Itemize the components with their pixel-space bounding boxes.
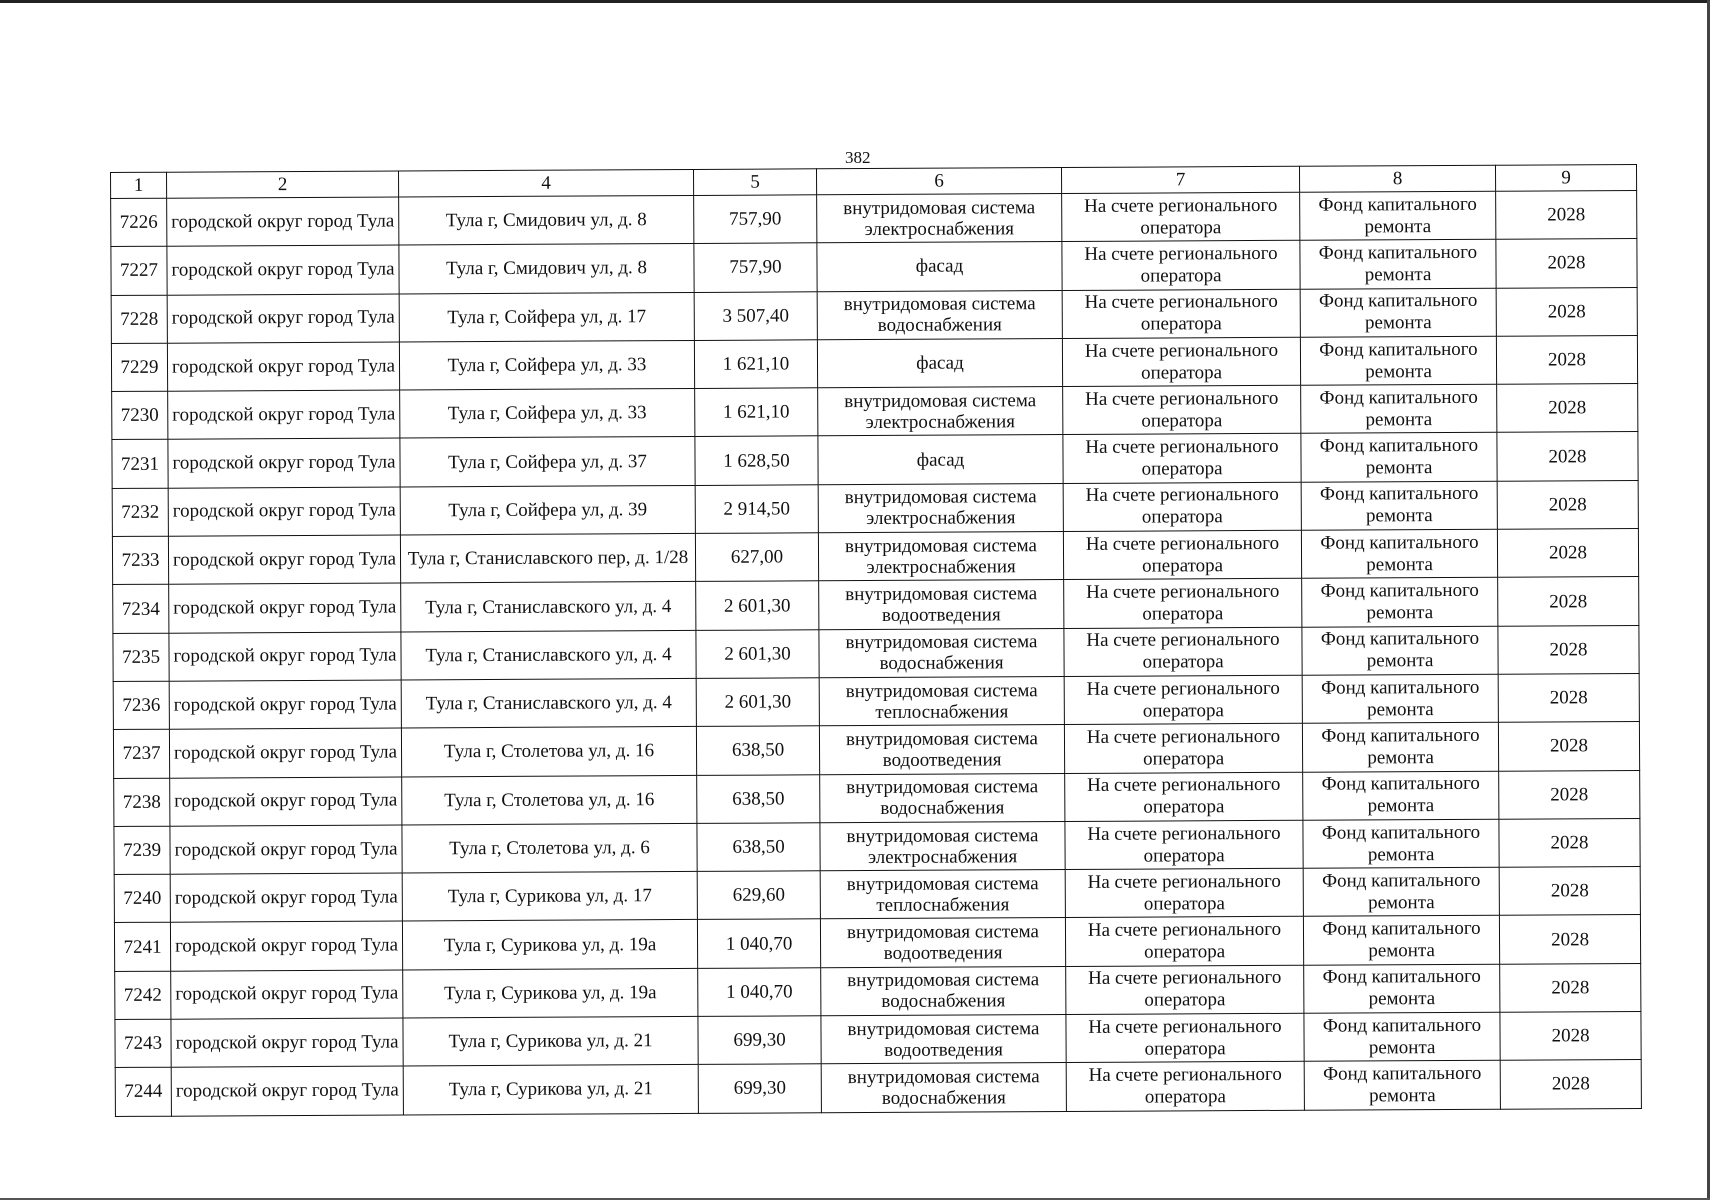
work-type-cell: внутридомовая система электроснабжения xyxy=(818,483,1063,533)
table-row xyxy=(114,867,1640,923)
work-type-cell: внутридомовая система водоотведения xyxy=(821,1015,1066,1065)
year-cell: 2028 xyxy=(1496,239,1637,288)
year-cell: 2028 xyxy=(1498,577,1639,626)
row-number-cell: 7229 xyxy=(111,343,167,392)
area-cell: 2 914,50 xyxy=(695,485,818,534)
year-cell: 2028 xyxy=(1497,529,1638,578)
table-body xyxy=(111,191,1642,1117)
row-number-cell: 7230 xyxy=(112,391,168,440)
address-cell: Тула г, Сурикова ул, д. 19а xyxy=(402,920,697,970)
year-cell: 2028 xyxy=(1498,673,1639,722)
funding-source-cell: Фонд капитального ремонта xyxy=(1300,191,1496,240)
address-cell: Тула г, Сойфера ул, д. 17 xyxy=(399,292,694,342)
year-cell: 2028 xyxy=(1497,384,1638,433)
row-number-cell: 7227 xyxy=(111,247,167,296)
municipality-cell: городской округ город Тула xyxy=(168,438,400,488)
area-cell: 638,50 xyxy=(696,726,819,775)
work-type-cell: внутридомовая система водоотведения xyxy=(819,580,1064,630)
fund-account-cell: На счете регионального оператора xyxy=(1066,965,1304,1015)
year-cell: 2028 xyxy=(1498,722,1639,771)
register-table-container xyxy=(110,164,1641,1117)
table-row xyxy=(115,963,1641,1019)
municipality-cell: городской округ город Тула xyxy=(171,970,403,1020)
address-cell: Тула г, Станиславского ул, д. 4 xyxy=(401,630,696,680)
municipality-cell: городской округ город Тула xyxy=(170,777,402,827)
fund-account-cell: На счете регионального оператора xyxy=(1063,530,1301,580)
year-cell: 2028 xyxy=(1496,191,1637,240)
area-cell: 1 621,10 xyxy=(695,388,818,437)
work-type-cell: внутридомовая система водоснабжения xyxy=(821,1063,1066,1113)
year-cell: 2028 xyxy=(1500,1012,1641,1061)
municipality-cell: городской округ город Тула xyxy=(169,583,401,633)
row-number-cell: 7240 xyxy=(114,874,170,923)
work-type-cell: внутридомовая система водоснабжения xyxy=(817,290,1062,340)
fund-account-cell: На счете регионального оператора xyxy=(1065,772,1303,822)
table-row xyxy=(113,673,1639,729)
year-cell: 2028 xyxy=(1498,625,1639,674)
table-row xyxy=(113,722,1639,778)
work-type-cell: внутридомовая система электроснабжения xyxy=(817,194,1062,244)
fund-account-cell: На счете регионального оператора xyxy=(1064,675,1302,725)
address-cell: Тула г, Столетова ул, д. 6 xyxy=(402,823,697,873)
row-number-cell: 7242 xyxy=(115,971,171,1020)
funding-source-cell: Фонд капитального ремонта xyxy=(1302,578,1498,627)
area-cell: 2 601,30 xyxy=(696,678,819,727)
address-cell: Тула г, Сойфера ул, д. 37 xyxy=(400,437,695,487)
area-cell: 699,30 xyxy=(698,1016,821,1065)
table-row xyxy=(111,335,1637,391)
municipality-cell: городской округ город Тула xyxy=(167,197,399,247)
fund-account-cell: На счете регионального оператора xyxy=(1065,917,1303,967)
work-type-cell: фасад xyxy=(817,338,1062,388)
funding-source-cell: Фонд капитального ремонта xyxy=(1302,626,1498,675)
page-number: 382 xyxy=(845,148,871,167)
area-cell: 638,50 xyxy=(697,774,820,823)
municipality-cell: городской округ город Тула xyxy=(168,390,400,440)
row-number-cell: 7238 xyxy=(114,778,170,827)
funding-source-cell: Фонд капитального ремонта xyxy=(1300,288,1496,337)
municipality-cell: городской округ город Тула xyxy=(167,245,399,295)
row-number-cell: 7239 xyxy=(114,826,170,875)
column-header: 1 xyxy=(111,172,167,198)
table-row xyxy=(111,191,1637,247)
municipality-cell: городской округ город Тула xyxy=(169,632,401,682)
column-header: 9 xyxy=(1495,165,1636,192)
address-cell: Тула г, Сурикова ул, д. 21 xyxy=(403,1065,698,1115)
funding-source-cell: Фонд капитального ремонта xyxy=(1303,867,1499,916)
table-row xyxy=(114,915,1640,971)
area-cell: 2 601,30 xyxy=(696,629,819,678)
address-cell: Тула г, Смидович ул, д. 8 xyxy=(399,195,694,245)
fund-account-cell: На счете регионального оператора xyxy=(1066,1062,1304,1112)
address-cell: Тула г, Сурикова ул, д. 17 xyxy=(402,872,697,922)
fund-account-cell: На счете регионального оператора xyxy=(1064,724,1302,774)
address-cell: Тула г, Станиславского ул, д. 4 xyxy=(401,582,696,632)
fund-account-cell: На счете регионального оператора xyxy=(1065,868,1303,918)
table-row xyxy=(111,239,1637,295)
year-cell: 2028 xyxy=(1496,335,1637,384)
funding-source-cell: Фонд капитального ремонта xyxy=(1304,1012,1500,1061)
row-number-cell: 7241 xyxy=(114,923,170,972)
funding-source-cell: Фонд капитального ремонта xyxy=(1302,723,1498,772)
year-cell: 2028 xyxy=(1500,963,1641,1012)
work-type-cell: фасад xyxy=(818,435,1063,485)
row-number-cell: 7228 xyxy=(111,295,167,344)
area-cell: 757,90 xyxy=(694,243,817,292)
area-cell: 1 040,70 xyxy=(698,968,821,1017)
municipality-cell: городской округ город Тула xyxy=(168,487,400,537)
row-number-cell: 7244 xyxy=(115,1068,171,1117)
address-cell: Тула г, Сурикова ул, д. 19а xyxy=(403,968,698,1018)
year-cell: 2028 xyxy=(1499,915,1640,964)
table-row xyxy=(113,625,1639,681)
table-row xyxy=(112,480,1638,536)
area-cell: 1 621,10 xyxy=(694,340,817,389)
fund-account-cell: На счете регионального оператора xyxy=(1063,482,1301,532)
work-type-cell: внутридомовая система теплоснабжения xyxy=(819,676,1064,726)
table-row xyxy=(111,287,1637,343)
table-row xyxy=(112,432,1638,488)
column-header: 8 xyxy=(1299,165,1495,192)
year-cell: 2028 xyxy=(1497,432,1638,481)
table-row xyxy=(114,770,1640,826)
work-type-cell: внутридомовая система электроснабжения xyxy=(820,821,1065,871)
municipality-cell: городской округ город Тула xyxy=(167,294,399,344)
area-cell: 1 040,70 xyxy=(697,919,820,968)
work-type-cell: фасад xyxy=(817,242,1062,292)
work-type-cell: внутридомовая система водоотведения xyxy=(819,725,1064,775)
year-cell: 2028 xyxy=(1497,480,1638,529)
area-cell: 1 628,50 xyxy=(695,436,818,485)
column-header: 7 xyxy=(1061,166,1299,193)
municipality-cell: городской округ город Тула xyxy=(170,873,402,923)
fund-account-cell: На счете регионального оператора xyxy=(1066,1013,1304,1063)
work-type-cell: внутридомовая система водоотведения xyxy=(820,918,1065,968)
funding-source-cell: Фонд капитального ремонта xyxy=(1304,1061,1500,1110)
table-row xyxy=(114,818,1640,874)
fund-account-cell: На счете регионального оператора xyxy=(1062,241,1300,291)
year-cell: 2028 xyxy=(1499,818,1640,867)
municipality-cell: городской округ город Тула xyxy=(170,921,402,971)
column-header: 5 xyxy=(693,169,816,196)
work-type-cell: внутридомовая система водоснабжения xyxy=(821,966,1066,1016)
municipality-cell: городской округ город Тула xyxy=(167,342,399,392)
area-cell: 3 507,40 xyxy=(694,291,817,340)
address-cell: Тула г, Сойфера ул, д. 39 xyxy=(400,485,695,535)
row-number-cell: 7237 xyxy=(113,729,169,778)
funding-source-cell: Фонд капитального ремонта xyxy=(1303,916,1499,965)
row-number-cell: 7233 xyxy=(112,536,168,585)
funding-source-cell: Фонд капитального ремонта xyxy=(1301,384,1497,433)
address-cell: Тула г, Станиславского пер, д. 1/28 xyxy=(400,534,695,584)
year-cell: 2028 xyxy=(1496,287,1637,336)
address-cell: Тула г, Сурикова ул, д. 21 xyxy=(403,1016,698,1066)
area-cell: 627,00 xyxy=(695,533,818,582)
row-number-cell: 7235 xyxy=(113,633,169,682)
row-number-cell: 7234 xyxy=(113,585,169,634)
column-header: 6 xyxy=(816,168,1061,195)
fund-account-cell: На счете регионального оператора xyxy=(1063,434,1301,484)
area-cell: 629,60 xyxy=(697,871,820,920)
column-header: 4 xyxy=(398,169,693,197)
municipality-cell: городской округ город Тула xyxy=(171,1066,403,1116)
row-number-cell: 7231 xyxy=(112,440,168,489)
row-number-cell: 7243 xyxy=(115,1019,171,1068)
address-cell: Тула г, Смидович ул, д. 8 xyxy=(399,244,694,294)
municipality-cell: городской округ город Тула xyxy=(169,680,401,730)
register-table xyxy=(110,164,1642,1117)
funding-source-cell: Фонд капитального ремонта xyxy=(1301,433,1497,482)
funding-source-cell: Фонд капитального ремонта xyxy=(1301,529,1497,578)
work-type-cell: внутридомовая система электроснабжения xyxy=(818,387,1063,437)
municipality-cell: городской округ город Тула xyxy=(171,1018,403,1068)
year-cell: 2028 xyxy=(1499,867,1640,916)
row-number-cell: 7236 xyxy=(113,681,169,730)
fund-account-cell: На счете регионального оператора xyxy=(1064,627,1302,677)
row-number-cell: 7232 xyxy=(112,488,168,537)
municipality-cell: городской округ город Тула xyxy=(168,535,400,585)
fund-account-cell: На счете регионального оператора xyxy=(1065,820,1303,870)
funding-source-cell: Фонд капитального ремонта xyxy=(1300,336,1496,385)
funding-source-cell: Фонд капитального ремонта xyxy=(1303,771,1499,820)
row-number-cell: 7226 xyxy=(111,198,167,247)
fund-account-cell: На счете регионального оператора xyxy=(1064,579,1302,629)
funding-source-cell: Фонд капитального ремонта xyxy=(1300,240,1496,289)
fund-account-cell: На счете регионального оператора xyxy=(1062,289,1300,339)
funding-source-cell: Фонд капитального ремонта xyxy=(1304,964,1500,1013)
work-type-cell: внутридомовая система теплоснабжения xyxy=(820,870,1065,920)
fund-account-cell: На счете регионального оператора xyxy=(1063,385,1301,435)
table-row xyxy=(115,1012,1641,1068)
area-cell: 2 601,30 xyxy=(696,581,819,630)
address-cell: Тула г, Сойфера ул, д. 33 xyxy=(400,389,695,439)
area-cell: 699,30 xyxy=(698,1064,821,1113)
table-row xyxy=(112,529,1638,585)
funding-source-cell: Фонд капитального ремонта xyxy=(1303,819,1499,868)
area-cell: 638,50 xyxy=(697,823,820,872)
scan-edge-top xyxy=(0,0,1710,3)
funding-source-cell: Фонд капитального ремонта xyxy=(1302,674,1498,723)
municipality-cell: городской округ город Тула xyxy=(170,825,402,875)
work-type-cell: внутридомовая система водоснабжения xyxy=(820,773,1065,823)
table-row xyxy=(112,384,1638,440)
address-cell: Тула г, Станиславского ул, д. 4 xyxy=(401,678,696,728)
fund-account-cell: На счете регионального оператора xyxy=(1062,337,1300,387)
municipality-cell: городской округ город Тула xyxy=(169,728,401,778)
table-row xyxy=(113,577,1639,633)
year-cell: 2028 xyxy=(1499,770,1640,819)
area-cell: 757,90 xyxy=(694,195,817,244)
year-cell: 2028 xyxy=(1500,1060,1641,1109)
column-header: 2 xyxy=(167,171,399,198)
address-cell: Тула г, Столетова ул, д. 16 xyxy=(401,727,696,777)
work-type-cell: внутридомовая система водоснабжения xyxy=(819,628,1064,678)
address-cell: Тула г, Сойфера ул, д. 33 xyxy=(399,340,694,390)
table-row xyxy=(115,1060,1641,1116)
address-cell: Тула г, Столетова ул, д. 16 xyxy=(402,775,697,825)
funding-source-cell: Фонд капитального ремонта xyxy=(1301,481,1497,530)
fund-account-cell: На счете регионального оператора xyxy=(1062,192,1300,242)
work-type-cell: внутридомовая система электроснабжения xyxy=(818,532,1063,582)
